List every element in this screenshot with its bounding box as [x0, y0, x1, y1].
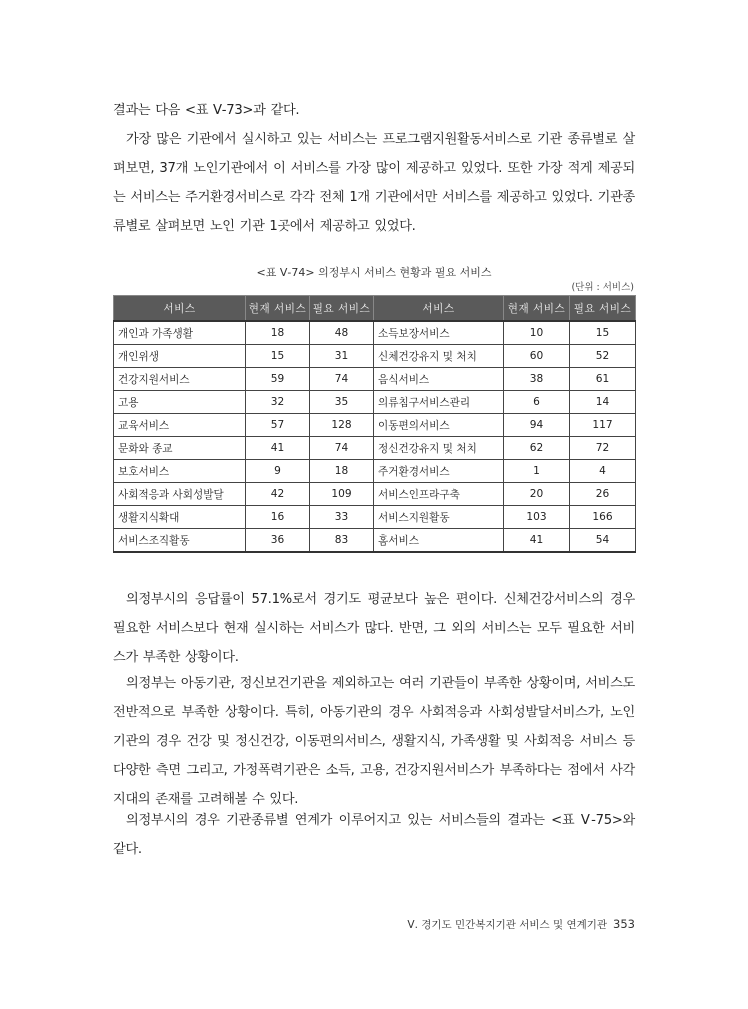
table-row: [114, 437, 636, 460]
table-row: [114, 391, 636, 414]
cell-service: 문화와 종교: [114, 437, 246, 460]
cell-service: 정신건강유지 및 처치: [374, 437, 504, 460]
cell-current: 9: [246, 460, 310, 483]
cell-needed: 52: [570, 345, 636, 368]
cell-current: 6: [504, 391, 570, 414]
cell-needed: 18: [310, 460, 374, 483]
cell-service: 서비스조직활동: [114, 529, 246, 553]
cell-needed: 15: [570, 321, 636, 345]
cell-service: 서비스지원활동: [374, 506, 504, 529]
table-row: [114, 460, 636, 483]
cell-needed: 83: [310, 529, 374, 553]
table-row: [114, 345, 636, 368]
cell-current: 1: [504, 460, 570, 483]
header-service: 서비스: [114, 296, 246, 322]
cell-current: 59: [246, 368, 310, 391]
table-header-row: [114, 296, 636, 322]
body-paragraph: 의정부는 아동기관, 정신보건기관을 제외하고는 여러 기관들이 부족한 상황이며, 서비스도 전반적으로 부족한 상황이다. 특히, 아동기관의 경우 사회적응과 사회성발달서비스가, 노인기관의 경우 건강 및 정신건강, 이동편의서비스, 생활지식, 가족생활 및 사회적응 서비스 등 다양한 측면 그리고, 가정폭력기관은 소득, 고용, 건강지원서비스가 부족하다는 점에서 사각지대의 존재를 고려해볼 수 있다.: [113, 676, 635, 807]
cell-current: 42: [246, 483, 310, 506]
cell-service: 고용: [114, 391, 246, 414]
cell-current: 103: [504, 506, 570, 529]
cell-needed: 109: [310, 483, 374, 506]
cell-needed: 35: [310, 391, 374, 414]
header-needed: 필요 서비스: [570, 296, 636, 322]
cell-needed: 54: [570, 529, 636, 553]
table-caption: <표 Ⅴ-74> 의정부시 서비스 현황과 필요 서비스: [256, 266, 492, 279]
cell-needed: 4: [570, 460, 636, 483]
cell-current: 15: [246, 345, 310, 368]
cell-service: 보호서비스: [114, 460, 246, 483]
cell-service: 개인위생: [114, 345, 246, 368]
cell-current: 57: [246, 414, 310, 437]
table-unit: (단위 : 서비스): [571, 282, 634, 293]
cell-needed: 74: [310, 437, 374, 460]
cell-service: 주거환경서비스: [374, 460, 504, 483]
table-row: [114, 368, 636, 391]
page-number: 353: [613, 917, 635, 931]
cell-current: 16: [246, 506, 310, 529]
cell-needed: 74: [310, 368, 374, 391]
body-paragraph: 의정부시의 응답률이 57.1%로서 경기도 평균보다 높은 편이다. 신체건강서비스의 경우 필요한 서비스보다 현재 실시하는 서비스가 많다. 반면, 그 외의 서비스는 모두 필요한 서비스가 부족한 상황이다.: [113, 592, 635, 665]
cell-service: 이동편의서비스: [374, 414, 504, 437]
cell-current: 41: [246, 437, 310, 460]
cell-needed: 72: [570, 437, 636, 460]
cell-service: 음식서비스: [374, 368, 504, 391]
table-row: [114, 483, 636, 506]
cell-needed: 48: [310, 321, 374, 345]
cell-service: 교육서비스: [114, 414, 246, 437]
cell-needed: 26: [570, 483, 636, 506]
cell-needed: 61: [570, 368, 636, 391]
header-current: 현재 서비스: [246, 296, 310, 322]
header-current: 현재 서비스: [504, 296, 570, 322]
cell-service: 개인과 가족생활: [114, 321, 246, 345]
cell-needed: 117: [570, 414, 636, 437]
cell-current: 94: [504, 414, 570, 437]
cell-needed: 128: [310, 414, 374, 437]
header-needed: 필요 서비스: [310, 296, 374, 322]
cell-service: 서비스인프라구축: [374, 483, 504, 506]
cell-current: 60: [504, 345, 570, 368]
cell-service: 생활지식확대: [114, 506, 246, 529]
cell-needed: 31: [310, 345, 374, 368]
cell-service: 사회적응과 사회성발달: [114, 483, 246, 506]
cell-current: 36: [246, 529, 310, 553]
cell-needed: 166: [570, 506, 636, 529]
cell-needed: 14: [570, 391, 636, 414]
cell-service: 홈서비스: [374, 529, 504, 553]
body-paragraph: 의정부시의 경우 기관종류별 연계가 이루어지고 있는 서비스들의 결과는 <표 Ⅴ-75>와 같다.: [113, 813, 635, 857]
cell-current: 38: [504, 368, 570, 391]
table-row: [114, 506, 636, 529]
cell-current: 18: [246, 321, 310, 345]
cell-needed: 33: [310, 506, 374, 529]
intro-paragraph: 결과는 다음 <표 Ⅴ-73>과 같다.: [113, 103, 300, 118]
table-row: [114, 414, 636, 437]
cell-current: 62: [504, 437, 570, 460]
cell-service: 건강지원서비스: [114, 368, 246, 391]
footer-section-title: Ⅴ. 경기도 민간복지기관 서비스 및 연계기관: [407, 919, 608, 931]
page-footer: [407, 917, 635, 932]
cell-service: 신체건강유지 및 처치: [374, 345, 504, 368]
cell-current: 41: [504, 529, 570, 553]
body-paragraph: 가장 많은 기관에서 실시하고 있는 서비스는 프로그램지원활동서비스로 기관 종류별로 살펴보면, 37개 노인기관에서 이 서비스를 가장 많이 제공하고 있었다. 또한 가장 적게 제공되는 서비스는 주거환경서비스로 각각 전체 1개 기관에서만 서비스를 제공하고 있었다. 기관종류별로 살펴보면 노인 기관 1곳에서 제공하고 있었다.: [113, 132, 635, 234]
table-row: [114, 529, 636, 553]
cell-service: 의류침구서비스관리: [374, 391, 504, 414]
cell-current: 20: [504, 483, 570, 506]
cell-current: 10: [504, 321, 570, 345]
cell-current: 32: [246, 391, 310, 414]
cell-service: 소득보장서비스: [374, 321, 504, 345]
header-service: 서비스: [374, 296, 504, 322]
table-row: [114, 321, 636, 345]
service-table: [113, 295, 636, 553]
